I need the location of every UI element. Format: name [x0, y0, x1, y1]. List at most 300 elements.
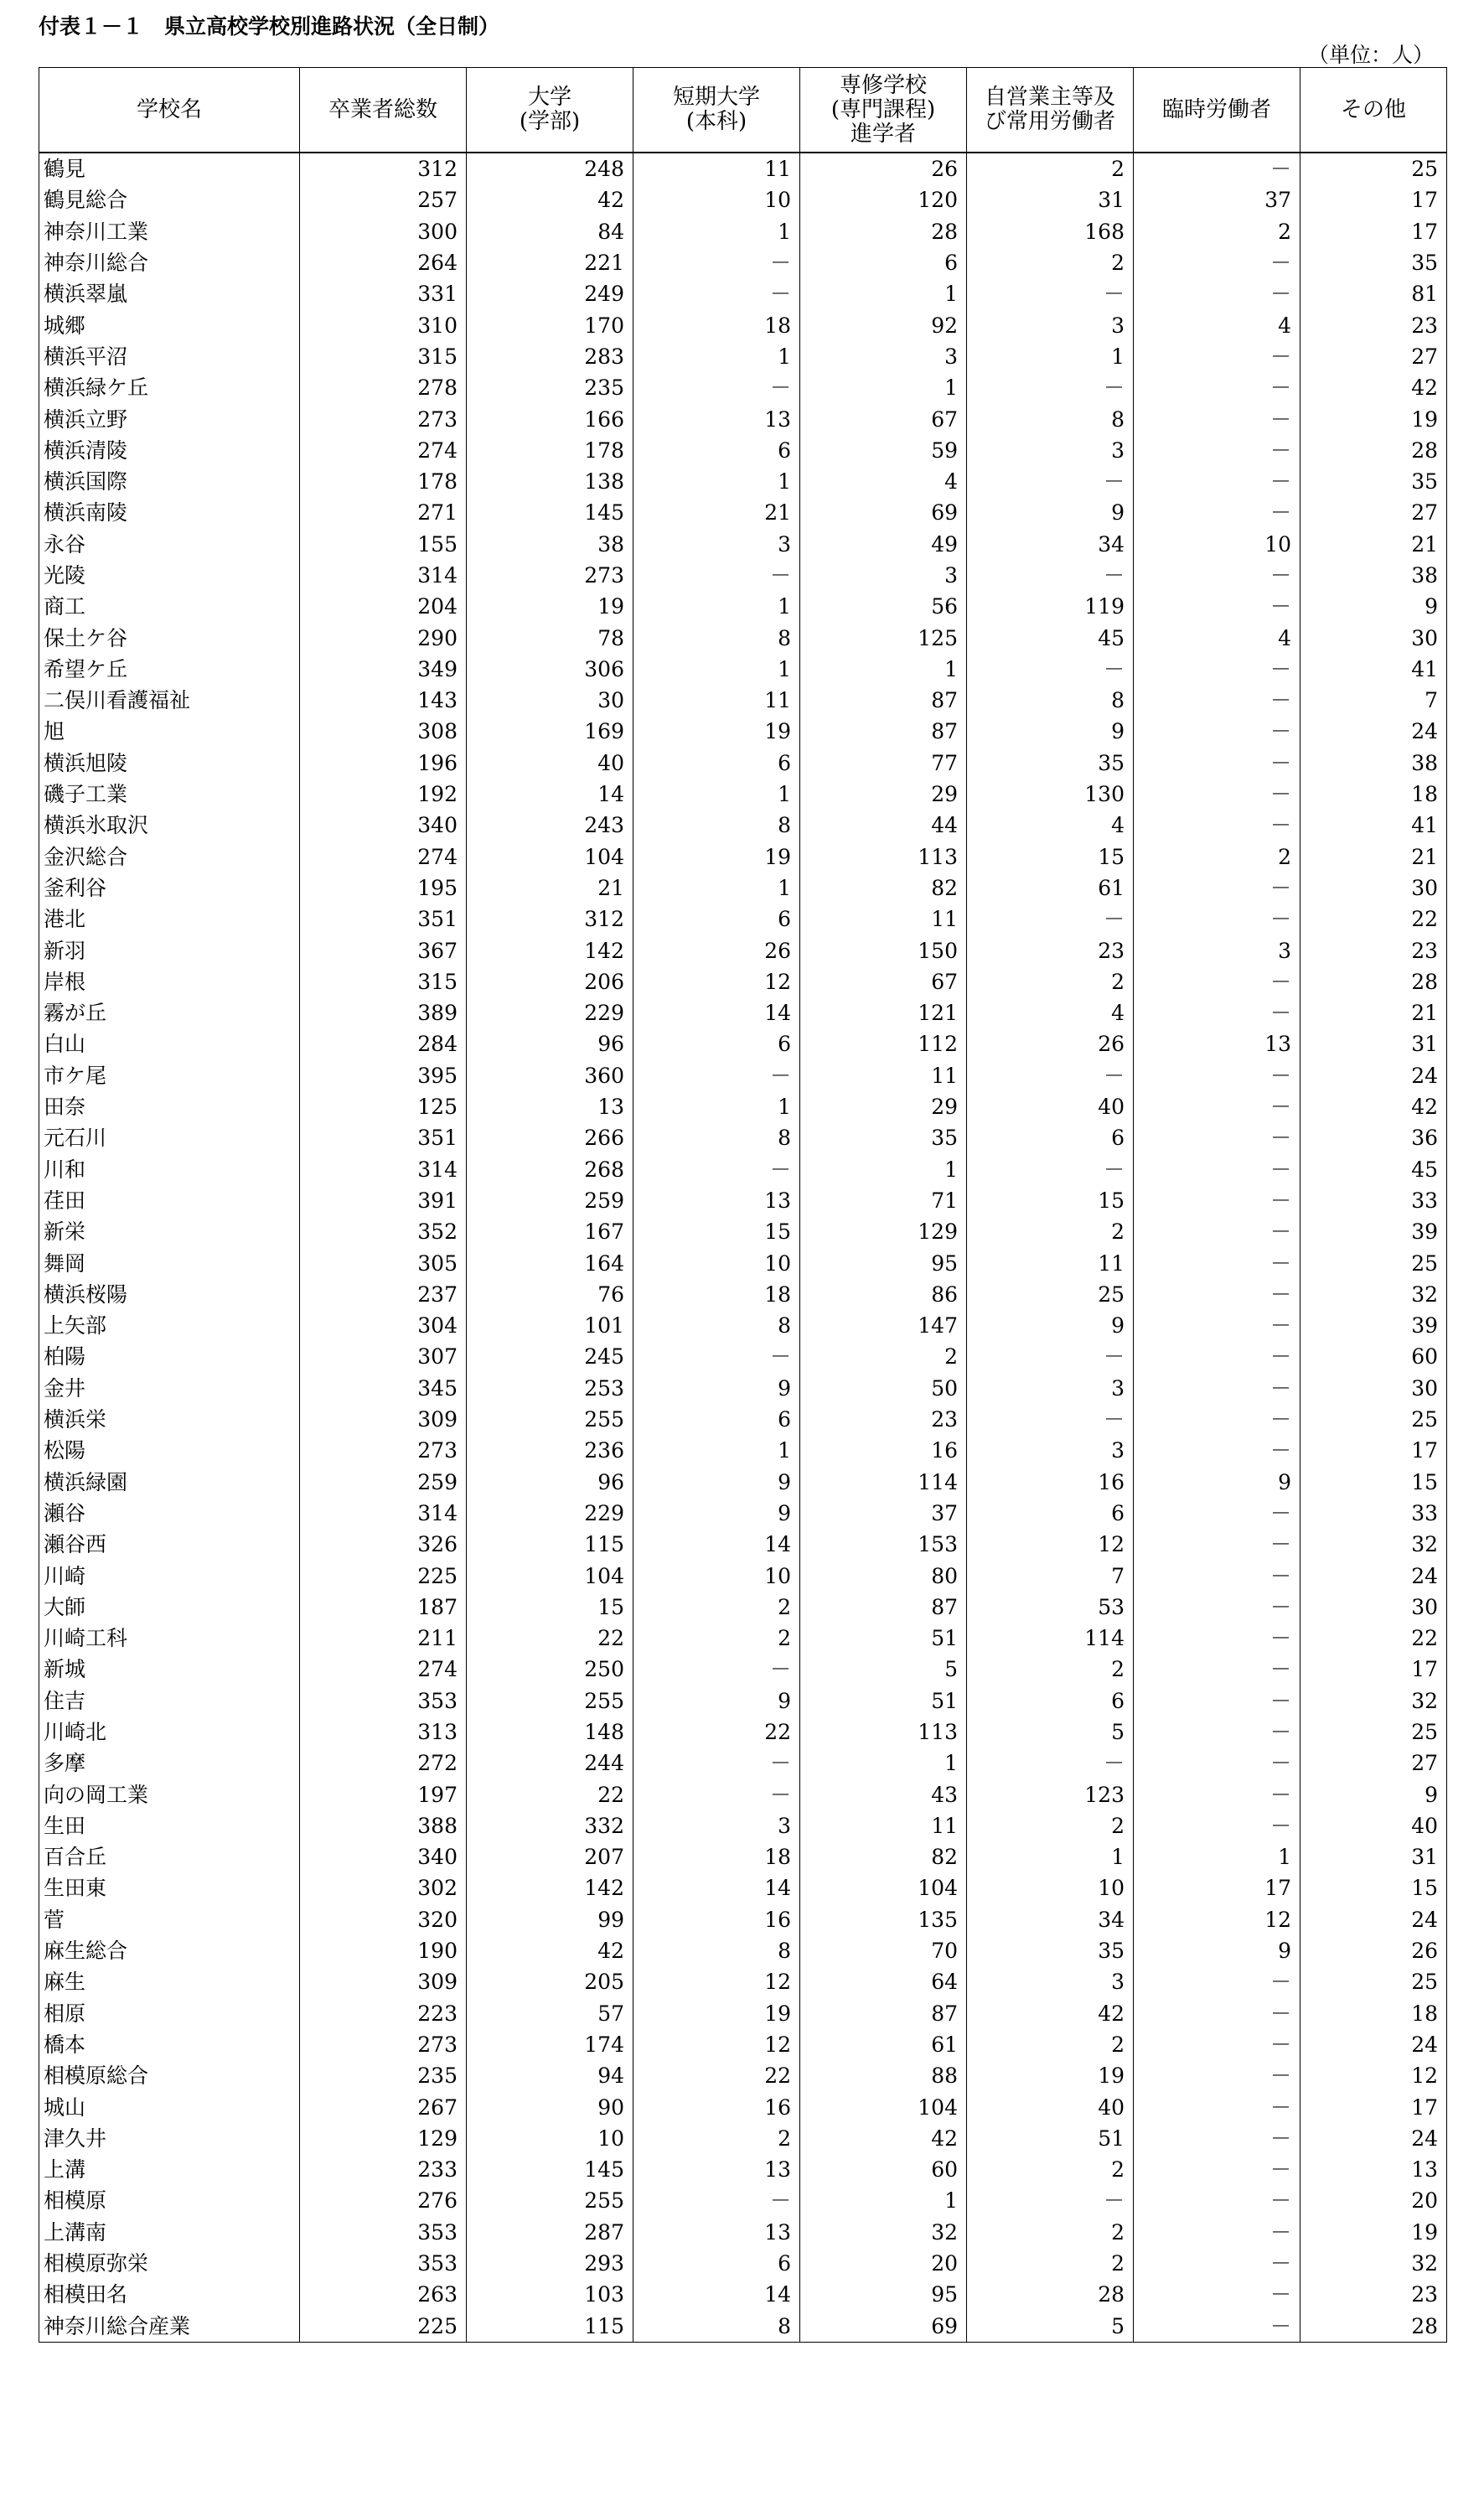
vocational-school-cell: 87: [800, 716, 967, 747]
table-row: [39, 654, 1447, 685]
total-graduates-cell: 351: [300, 904, 467, 935]
junior-college-cell: 1: [633, 341, 800, 372]
temporary-workers-cell: －: [1134, 497, 1300, 528]
table-row: [39, 466, 1447, 497]
university-cell: 169: [467, 716, 633, 747]
temporary-workers-cell: 10: [1134, 529, 1300, 560]
school-name-cell: 舞岡: [39, 1247, 300, 1278]
total-graduates-cell: 367: [300, 935, 467, 966]
other-cell: 9: [1300, 591, 1447, 622]
university-cell: 42: [467, 184, 633, 215]
temporary-workers-cell: －: [1134, 810, 1300, 841]
employed-cell: 3: [967, 435, 1134, 466]
junior-college-cell: 1: [633, 216, 800, 247]
total-graduates-cell: 391: [300, 1185, 467, 1216]
employed-cell: 5: [967, 1717, 1134, 1748]
employed-cell: 3: [967, 1373, 1134, 1404]
vocational-school-cell: 11: [800, 1810, 967, 1841]
school-name-cell: 瀬谷西: [39, 1529, 300, 1560]
school-name-cell: 向の岡工業: [39, 1779, 300, 1810]
other-cell: 30: [1300, 1592, 1447, 1623]
table-row: [39, 2029, 1447, 2060]
vocational-school-cell: 153: [800, 1529, 967, 1560]
temporary-workers-cell: －: [1134, 1966, 1300, 1997]
table-row: [39, 1779, 1447, 1810]
other-cell: 42: [1300, 1091, 1447, 1122]
total-graduates-cell: 314: [300, 560, 467, 591]
total-graduates-cell: 353: [300, 2248, 467, 2279]
employed-cell: 8: [967, 685, 1134, 716]
temporary-workers-cell: －: [1134, 591, 1300, 622]
table-row: [39, 841, 1447, 873]
university-cell: 30: [467, 685, 633, 716]
vocational-school-cell: 70: [800, 1935, 967, 1966]
temporary-workers-cell: －: [1134, 1185, 1300, 1216]
other-cell: 17: [1300, 2091, 1447, 2122]
table-row: [39, 2310, 1447, 2342]
employed-cell: －: [967, 1341, 1134, 1372]
vocational-school-cell: 1: [800, 1748, 967, 1779]
other-cell: 35: [1300, 466, 1447, 497]
vocational-school-cell: 95: [800, 2279, 967, 2310]
junior-college-cell: －: [633, 1154, 800, 1185]
junior-college-cell: 21: [633, 497, 800, 528]
employed-cell: 61: [967, 873, 1134, 904]
total-graduates-cell: 276: [300, 2185, 467, 2216]
employed-cell: 2: [967, 2217, 1134, 2248]
total-graduates-cell: 195: [300, 873, 467, 904]
header-total-graduates: 卒業者総数: [300, 68, 467, 153]
total-graduates-cell: 263: [300, 2279, 467, 2310]
temporary-workers-cell: －: [1134, 372, 1300, 403]
employed-cell: 3: [967, 309, 1134, 340]
table-row: [39, 997, 1447, 1028]
temporary-workers-cell: －: [1134, 1091, 1300, 1122]
university-cell: 38: [467, 529, 633, 560]
total-graduates-cell: 307: [300, 1341, 467, 1372]
other-cell: 9: [1300, 1779, 1447, 1810]
temporary-workers-cell: －: [1134, 716, 1300, 747]
employed-cell: 5: [967, 2310, 1134, 2342]
vocational-school-cell: 113: [800, 841, 967, 873]
vocational-school-cell: 32: [800, 2217, 967, 2248]
table-row: [39, 1404, 1447, 1435]
university-cell: 229: [467, 997, 633, 1028]
other-cell: 15: [1300, 1872, 1447, 1903]
university-cell: 103: [467, 2279, 633, 2310]
university-cell: 178: [467, 435, 633, 466]
university-cell: 332: [467, 1810, 633, 1841]
employed-cell: －: [967, 1748, 1134, 1779]
vocational-school-cell: 147: [800, 1310, 967, 1341]
junior-college-cell: 12: [633, 1966, 800, 1997]
vocational-school-cell: 64: [800, 1966, 967, 1997]
employed-cell: 15: [967, 1185, 1134, 1216]
school-name-cell: 田奈: [39, 1091, 300, 1122]
vocational-school-cell: 29: [800, 1091, 967, 1122]
header-university: 大学 (学部): [467, 68, 633, 153]
employed-cell: 4: [967, 997, 1134, 1028]
junior-college-cell: 8: [633, 1310, 800, 1341]
employed-cell: 8: [967, 403, 1134, 434]
vocational-school-cell: 3: [800, 560, 967, 591]
other-cell: 28: [1300, 966, 1447, 997]
school-name-cell: 川和: [39, 1154, 300, 1185]
junior-college-cell: 1: [633, 1091, 800, 1122]
junior-college-cell: －: [633, 372, 800, 403]
other-cell: 24: [1300, 2123, 1447, 2154]
employed-cell: 2: [967, 2154, 1134, 2185]
employed-cell: 26: [967, 1028, 1134, 1059]
employed-cell: －: [967, 278, 1134, 309]
total-graduates-cell: 290: [300, 622, 467, 653]
employed-cell: 6: [967, 1685, 1134, 1717]
table-row: [39, 1373, 1447, 1404]
total-graduates-cell: 187: [300, 1592, 467, 1623]
employed-cell: 7: [967, 1560, 1134, 1591]
vocational-school-cell: 86: [800, 1279, 967, 1310]
university-cell: 96: [467, 1466, 633, 1497]
vocational-school-cell: 87: [800, 685, 967, 716]
temporary-workers-cell: 3: [1134, 935, 1300, 966]
total-graduates-cell: 310: [300, 309, 467, 340]
employed-cell: －: [967, 1060, 1134, 1091]
junior-college-cell: 19: [633, 716, 800, 747]
university-cell: 248: [467, 153, 633, 184]
table-row: [39, 497, 1447, 528]
junior-college-cell: －: [633, 1654, 800, 1685]
temporary-workers-cell: －: [1134, 2217, 1300, 2248]
header-other: その他: [1300, 68, 1447, 153]
employed-cell: 130: [967, 779, 1134, 810]
other-cell: 25: [1300, 1966, 1447, 1997]
temporary-workers-cell: －: [1134, 2154, 1300, 2185]
employed-cell: －: [967, 372, 1134, 403]
temporary-workers-cell: －: [1134, 1498, 1300, 1529]
table-row: [39, 1529, 1447, 1560]
total-graduates-cell: 314: [300, 1498, 467, 1529]
employed-cell: 53: [967, 1592, 1134, 1623]
temporary-workers-cell: －: [1134, 466, 1300, 497]
total-graduates-cell: 129: [300, 2123, 467, 2154]
junior-college-cell: 9: [633, 1373, 800, 1404]
total-graduates-cell: 237: [300, 1279, 467, 1310]
total-graduates-cell: 233: [300, 2154, 467, 2185]
vocational-school-cell: 23: [800, 1404, 967, 1435]
header-temporary-workers: 臨時労働者: [1134, 68, 1300, 153]
vocational-school-cell: 120: [800, 184, 967, 215]
table-body: [39, 153, 1447, 2342]
vocational-school-cell: 67: [800, 403, 967, 434]
table-row: [39, 685, 1447, 716]
total-graduates-cell: 315: [300, 966, 467, 997]
junior-college-cell: 1: [633, 466, 800, 497]
university-cell: 221: [467, 247, 633, 278]
total-graduates-cell: 353: [300, 2217, 467, 2248]
other-cell: 24: [1300, 716, 1447, 747]
temporary-workers-cell: －: [1134, 435, 1300, 466]
other-cell: 38: [1300, 748, 1447, 779]
temporary-workers-cell: －: [1134, 1592, 1300, 1623]
university-cell: 273: [467, 560, 633, 591]
total-graduates-cell: 273: [300, 2029, 467, 2060]
employed-cell: 119: [967, 591, 1134, 622]
university-cell: 40: [467, 748, 633, 779]
school-name-cell: 新栄: [39, 1216, 300, 1247]
table-row: [39, 873, 1447, 904]
vocational-school-cell: 26: [800, 153, 967, 184]
school-name-cell: 住吉: [39, 1685, 300, 1717]
employed-cell: 11: [967, 1247, 1134, 1278]
vocational-school-cell: 61: [800, 2029, 967, 2060]
junior-college-cell: 8: [633, 2310, 800, 2342]
temporary-workers-cell: 37: [1134, 184, 1300, 215]
table-row: [39, 2060, 1447, 2091]
table-row: [39, 622, 1447, 653]
school-name-cell: 神奈川総合産業: [39, 2310, 300, 2342]
school-name-cell: 相模原総合: [39, 2060, 300, 2091]
vocational-school-cell: 95: [800, 1247, 967, 1278]
employed-cell: －: [967, 466, 1134, 497]
other-cell: 13: [1300, 2154, 1447, 2185]
university-cell: 166: [467, 403, 633, 434]
other-cell: 31: [1300, 1028, 1447, 1059]
table-row: [39, 1685, 1447, 1717]
vocational-school-cell: 135: [800, 1904, 967, 1935]
table-row: [39, 1904, 1447, 1935]
university-cell: 312: [467, 904, 633, 935]
university-cell: 19: [467, 591, 633, 622]
employed-cell: 25: [967, 1279, 1134, 1310]
other-cell: 30: [1300, 1373, 1447, 1404]
temporary-workers-cell: －: [1134, 247, 1300, 278]
school-name-cell: 橋本: [39, 2029, 300, 2060]
school-name-cell: 横浜国際: [39, 466, 300, 497]
junior-college-cell: －: [633, 1779, 800, 1810]
temporary-workers-cell: 1: [1134, 1841, 1300, 1872]
table-row: [39, 2091, 1447, 2122]
total-graduates-cell: 274: [300, 1654, 467, 1685]
vocational-school-cell: 114: [800, 1466, 967, 1497]
university-cell: 245: [467, 1341, 633, 1372]
total-graduates-cell: 235: [300, 2060, 467, 2091]
school-name-cell: 釜利谷: [39, 873, 300, 904]
other-cell: 81: [1300, 278, 1447, 309]
other-cell: 28: [1300, 2310, 1447, 2342]
vocational-school-cell: 87: [800, 1998, 967, 2029]
other-cell: 60: [1300, 1341, 1447, 1372]
temporary-workers-cell: －: [1134, 1529, 1300, 1560]
total-graduates-cell: 304: [300, 1310, 467, 1341]
junior-college-cell: 14: [633, 1872, 800, 1903]
junior-college-cell: 1: [633, 654, 800, 685]
other-cell: 32: [1300, 1279, 1447, 1310]
table-row: [39, 1623, 1447, 1654]
university-cell: 138: [467, 466, 633, 497]
school-name-cell: 麻生総合: [39, 1935, 300, 1966]
junior-college-cell: 10: [633, 184, 800, 215]
total-graduates-cell: 223: [300, 1998, 467, 2029]
table-header-row: [39, 68, 1447, 153]
table-row: [39, 1966, 1447, 1997]
vocational-school-cell: 29: [800, 779, 967, 810]
other-cell: 45: [1300, 1154, 1447, 1185]
employed-cell: 42: [967, 1998, 1134, 2029]
total-graduates-cell: 308: [300, 716, 467, 747]
total-graduates-cell: 273: [300, 1435, 467, 1466]
vocational-school-cell: 43: [800, 1779, 967, 1810]
junior-college-cell: 9: [633, 1466, 800, 1497]
university-cell: 255: [467, 2185, 633, 2216]
employed-cell: 19: [967, 2060, 1134, 2091]
university-cell: 13: [467, 1091, 633, 1122]
school-name-cell: 川崎工科: [39, 1623, 300, 1654]
school-name-cell: 菅: [39, 1904, 300, 1935]
total-graduates-cell: 190: [300, 1935, 467, 1966]
junior-college-cell: 19: [633, 1998, 800, 2029]
vocational-school-cell: 1: [800, 654, 967, 685]
temporary-workers-cell: 4: [1134, 309, 1300, 340]
total-graduates-cell: 274: [300, 435, 467, 466]
vocational-school-cell: 49: [800, 529, 967, 560]
total-graduates-cell: 204: [300, 591, 467, 622]
other-cell: 25: [1300, 153, 1447, 184]
junior-college-cell: 3: [633, 1810, 800, 1841]
vocational-school-cell: 60: [800, 2154, 967, 2185]
total-graduates-cell: 340: [300, 810, 467, 841]
total-graduates-cell: 313: [300, 1717, 467, 1748]
university-cell: 244: [467, 1748, 633, 1779]
temporary-workers-cell: 9: [1134, 1935, 1300, 1966]
university-cell: 306: [467, 654, 633, 685]
vocational-school-cell: 59: [800, 435, 967, 466]
page-title: 付表１－１ 県立高校学校別進路状況（全日制）: [39, 14, 500, 39]
temporary-workers-cell: 17: [1134, 1872, 1300, 1903]
other-cell: 32: [1300, 2248, 1447, 2279]
junior-college-cell: 18: [633, 1841, 800, 1872]
university-cell: 84: [467, 216, 633, 247]
other-cell: 23: [1300, 935, 1447, 966]
junior-college-cell: 16: [633, 2091, 800, 2122]
total-graduates-cell: 211: [300, 1623, 467, 1654]
other-cell: 21: [1300, 841, 1447, 873]
other-cell: 30: [1300, 622, 1447, 653]
junior-college-cell: －: [633, 1060, 800, 1091]
employed-cell: 2: [967, 1810, 1134, 1841]
employed-cell: 31: [967, 184, 1134, 215]
other-cell: 22: [1300, 904, 1447, 935]
vocational-school-cell: 104: [800, 1872, 967, 1903]
junior-college-cell: 6: [633, 1028, 800, 1059]
vocational-school-cell: 11: [800, 1060, 967, 1091]
temporary-workers-cell: －: [1134, 685, 1300, 716]
employed-cell: 2: [967, 247, 1134, 278]
employed-cell: 34: [967, 1904, 1134, 1935]
university-cell: 76: [467, 1279, 633, 1310]
other-cell: 41: [1300, 810, 1447, 841]
junior-college-cell: 12: [633, 966, 800, 997]
table-row: [39, 1279, 1447, 1310]
temporary-workers-cell: －: [1134, 1341, 1300, 1372]
school-name-cell: 川崎北: [39, 1717, 300, 1748]
junior-college-cell: 6: [633, 748, 800, 779]
school-name-cell: 麻生: [39, 1966, 300, 1997]
employed-cell: 2: [967, 1216, 1134, 1247]
total-graduates-cell: 345: [300, 1373, 467, 1404]
other-cell: 19: [1300, 403, 1447, 434]
temporary-workers-cell: －: [1134, 2091, 1300, 2122]
header-school-name: 学校名: [39, 68, 300, 153]
other-cell: 27: [1300, 1748, 1447, 1779]
temporary-workers-cell: －: [1134, 1373, 1300, 1404]
table-row: [39, 1154, 1447, 1185]
vocational-school-cell: 1: [800, 278, 967, 309]
table-row: [39, 2185, 1447, 2216]
total-graduates-cell: 314: [300, 1154, 467, 1185]
university-cell: 167: [467, 1216, 633, 1247]
university-cell: 250: [467, 1654, 633, 1685]
vocational-school-cell: 104: [800, 2091, 967, 2122]
school-name-cell: 霧が丘: [39, 997, 300, 1028]
junior-college-cell: 8: [633, 622, 800, 653]
other-cell: 20: [1300, 2185, 1447, 2216]
employed-cell: 51: [967, 2123, 1134, 2154]
school-name-cell: 相原: [39, 1998, 300, 2029]
school-name-cell: 神奈川工業: [39, 216, 300, 247]
junior-college-cell: －: [633, 247, 800, 278]
total-graduates-cell: 155: [300, 529, 467, 560]
table-row: [39, 1498, 1447, 1529]
other-cell: 36: [1300, 1122, 1447, 1153]
employed-cell: 35: [967, 1935, 1134, 1966]
school-name-cell: 横浜緑園: [39, 1466, 300, 1497]
junior-college-cell: 9: [633, 1498, 800, 1529]
employed-cell: 2: [967, 153, 1134, 184]
total-graduates-cell: 264: [300, 247, 467, 278]
school-name-cell: 横浜清陵: [39, 435, 300, 466]
school-name-cell: 鶴見総合: [39, 184, 300, 215]
total-graduates-cell: 312: [300, 153, 467, 184]
total-graduates-cell: 352: [300, 1216, 467, 1247]
school-name-cell: 生田東: [39, 1872, 300, 1903]
table-row: [39, 1310, 1447, 1341]
table-row: [39, 2154, 1447, 2185]
temporary-workers-cell: －: [1134, 779, 1300, 810]
temporary-workers-cell: －: [1134, 1122, 1300, 1153]
vocational-school-cell: 69: [800, 497, 967, 528]
other-cell: 38: [1300, 560, 1447, 591]
total-graduates-cell: 388: [300, 1810, 467, 1841]
employed-cell: 16: [967, 1466, 1134, 1497]
other-cell: 22: [1300, 1623, 1447, 1654]
vocational-school-cell: 69: [800, 2310, 967, 2342]
junior-college-cell: 2: [633, 2123, 800, 2154]
junior-college-cell: 2: [633, 1623, 800, 1654]
university-cell: 255: [467, 1404, 633, 1435]
other-cell: 32: [1300, 1685, 1447, 1717]
table-row: [39, 1091, 1447, 1122]
university-cell: 170: [467, 309, 633, 340]
employed-cell: 12: [967, 1529, 1134, 1560]
vocational-school-cell: 92: [800, 309, 967, 340]
university-cell: 101: [467, 1310, 633, 1341]
total-graduates-cell: 225: [300, 2310, 467, 2342]
junior-college-cell: 10: [633, 1560, 800, 1591]
temporary-workers-cell: －: [1134, 1779, 1300, 1810]
junior-college-cell: 26: [633, 935, 800, 966]
school-name-cell: 相模原: [39, 2185, 300, 2216]
table-row: [39, 1185, 1447, 1216]
